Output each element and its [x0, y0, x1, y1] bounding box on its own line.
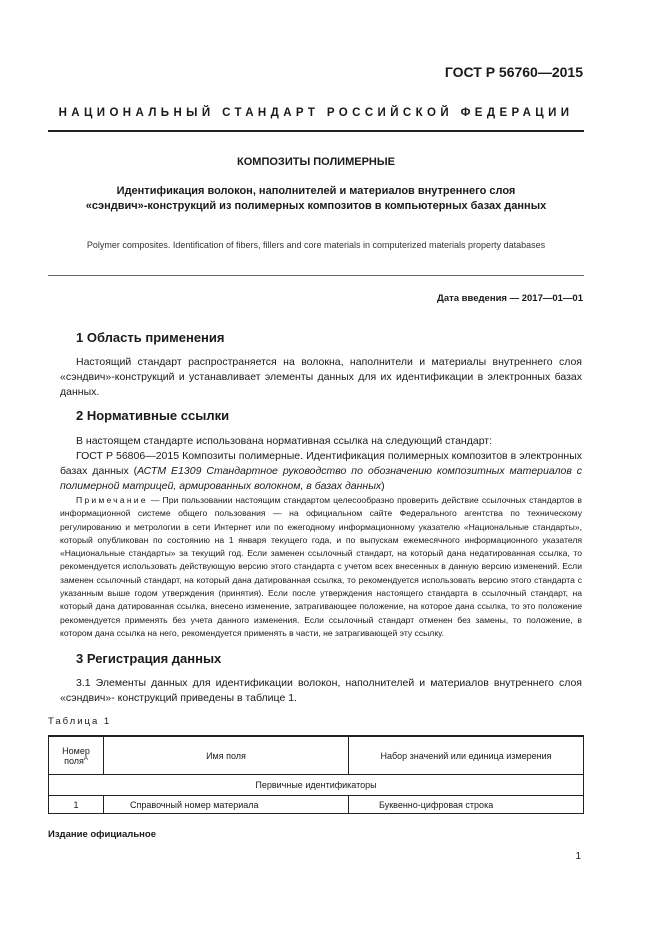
reference-text: ГОСТ Р 56806—2015 Композиты полимерные. Идентификация полимерных композитов в электронных базах данных ( [60, 450, 582, 477]
row-1-name: Справочный номер материала [104, 796, 349, 814]
subtitle-line-1: Идентификация волокон, наполнителей и материалов внутреннего слоя [116, 185, 516, 197]
section-3-heading: 3 Регистрация данных [76, 651, 222, 666]
table-header-row [49, 736, 584, 775]
section-1-text [60, 355, 582, 400]
table-caption: Таблица 1 [48, 716, 112, 727]
reference-close: ) [381, 480, 385, 492]
normative-reference [60, 449, 582, 494]
row-1-num: 1 [49, 796, 104, 814]
note-block [60, 494, 582, 640]
header-rule [48, 130, 584, 132]
introduction-date: Дата введения — 2017—01—01 [437, 293, 583, 304]
header-num-footnote: А [83, 755, 88, 762]
header-field-name: Имя поля [104, 736, 349, 775]
reference-astm-text: АСТМ Е1309 Стандартное руководство по обозначению композитных материалов с полимерной матрицей, армированных волокном, в базах данных [60, 465, 583, 492]
title-rule [48, 275, 584, 276]
section-3-body: 3.1 Элементы данных для идентификации волокон, наполнителей и материалов внутреннего слоя «сэндвич»- конструкций приведены в таблице 1. [60, 677, 582, 704]
data-elements-table [48, 735, 584, 814]
english-title: Polymer composites. Identification of fibers, fillers and core materials in computerized materials property databases [86, 240, 546, 250]
standard-code: ГОСТ Р 56760—2015 [444, 64, 583, 80]
note-label: Примечание [76, 495, 148, 505]
header-num-line1: Номер [62, 745, 90, 756]
section-2-intro [60, 434, 582, 449]
subtitle-line-2: «сэндвич»-конструкций из полимерных композитов в компьютерных базах данных [85, 200, 547, 212]
document-title: КОМПОЗИТЫ ПОЛИМЕРНЫЕ [237, 156, 395, 168]
note-text: — При пользовании настоящим стандартом целесообразно проверить действие ссылочных стандартов в информационной системе общего пользования — на официальном сайте Федерального агентства по техническому регулированию и метрологии в сети Интернет или по ежегодному информационному указателю «Национальные стандарты», который опубликован по состоянию на 1 января текущего года, и по выпускам ежемесячного информационного указателя «Национальные стандарты» за текущий год. Если заменен ссылочный стандарт, на который дана недатированная ссылка, то рекомендуется использовать действующую версию этого стандарта с учетом всех внесенных в данную версию изменений. Если заменен ссылочный стандарт, на который дана датированная ссылка, то рекомендуется использовать версию этого стандарта с указанным выше годом утверждения (принятия). Если после утверждения настоящего стандарта в ссылочный стандарт, на который дана датированная ссылка, внесено изменение, затрагивающее положение, на которое дана ссылка, то это положение рекомендуется применять без учета данного изменения. Если ссылочный стандарт отменен без замены, то положение, в котором дана ссылка на него, рекомендуется применять в части, не затрагивающей эту ссылку. [60, 495, 582, 638]
section-1-body: Настоящий стандарт распространяется на волокна, наполнители и материалы внутреннего слоя «сэндвич»-конструкций и устанавливает элементы данных для их идентификации в электронных базах данных. [60, 356, 582, 398]
header-value-set: Набор значений или единица измерения [349, 736, 584, 775]
section-1-heading: 1 Область применения [76, 330, 225, 345]
page-number: 1 [575, 851, 581, 862]
national-standard-heading: НАЦИОНАЛЬНЫЙ СТАНДАРТ РОССИЙСКОЙ ФЕДЕРАЦИИ [58, 107, 574, 119]
header-num-line2: поля [64, 755, 84, 766]
table-group-row [49, 775, 584, 796]
table-row [49, 796, 584, 814]
row-1-value: Буквенно-цифровая строка [349, 796, 584, 814]
header-field-number [49, 736, 104, 775]
group-primary-identifiers: Первичные идентификаторы [49, 775, 584, 796]
section-2-heading: 2 Нормативные ссылки [76, 408, 230, 423]
section-3-text [60, 676, 582, 706]
section-2-intro-text: В настоящем стандарте использована нормативная ссылка на следующий стандарт: [76, 435, 493, 447]
document-subtitle [48, 184, 584, 214]
official-edition-label: Издание официальное [48, 829, 156, 840]
